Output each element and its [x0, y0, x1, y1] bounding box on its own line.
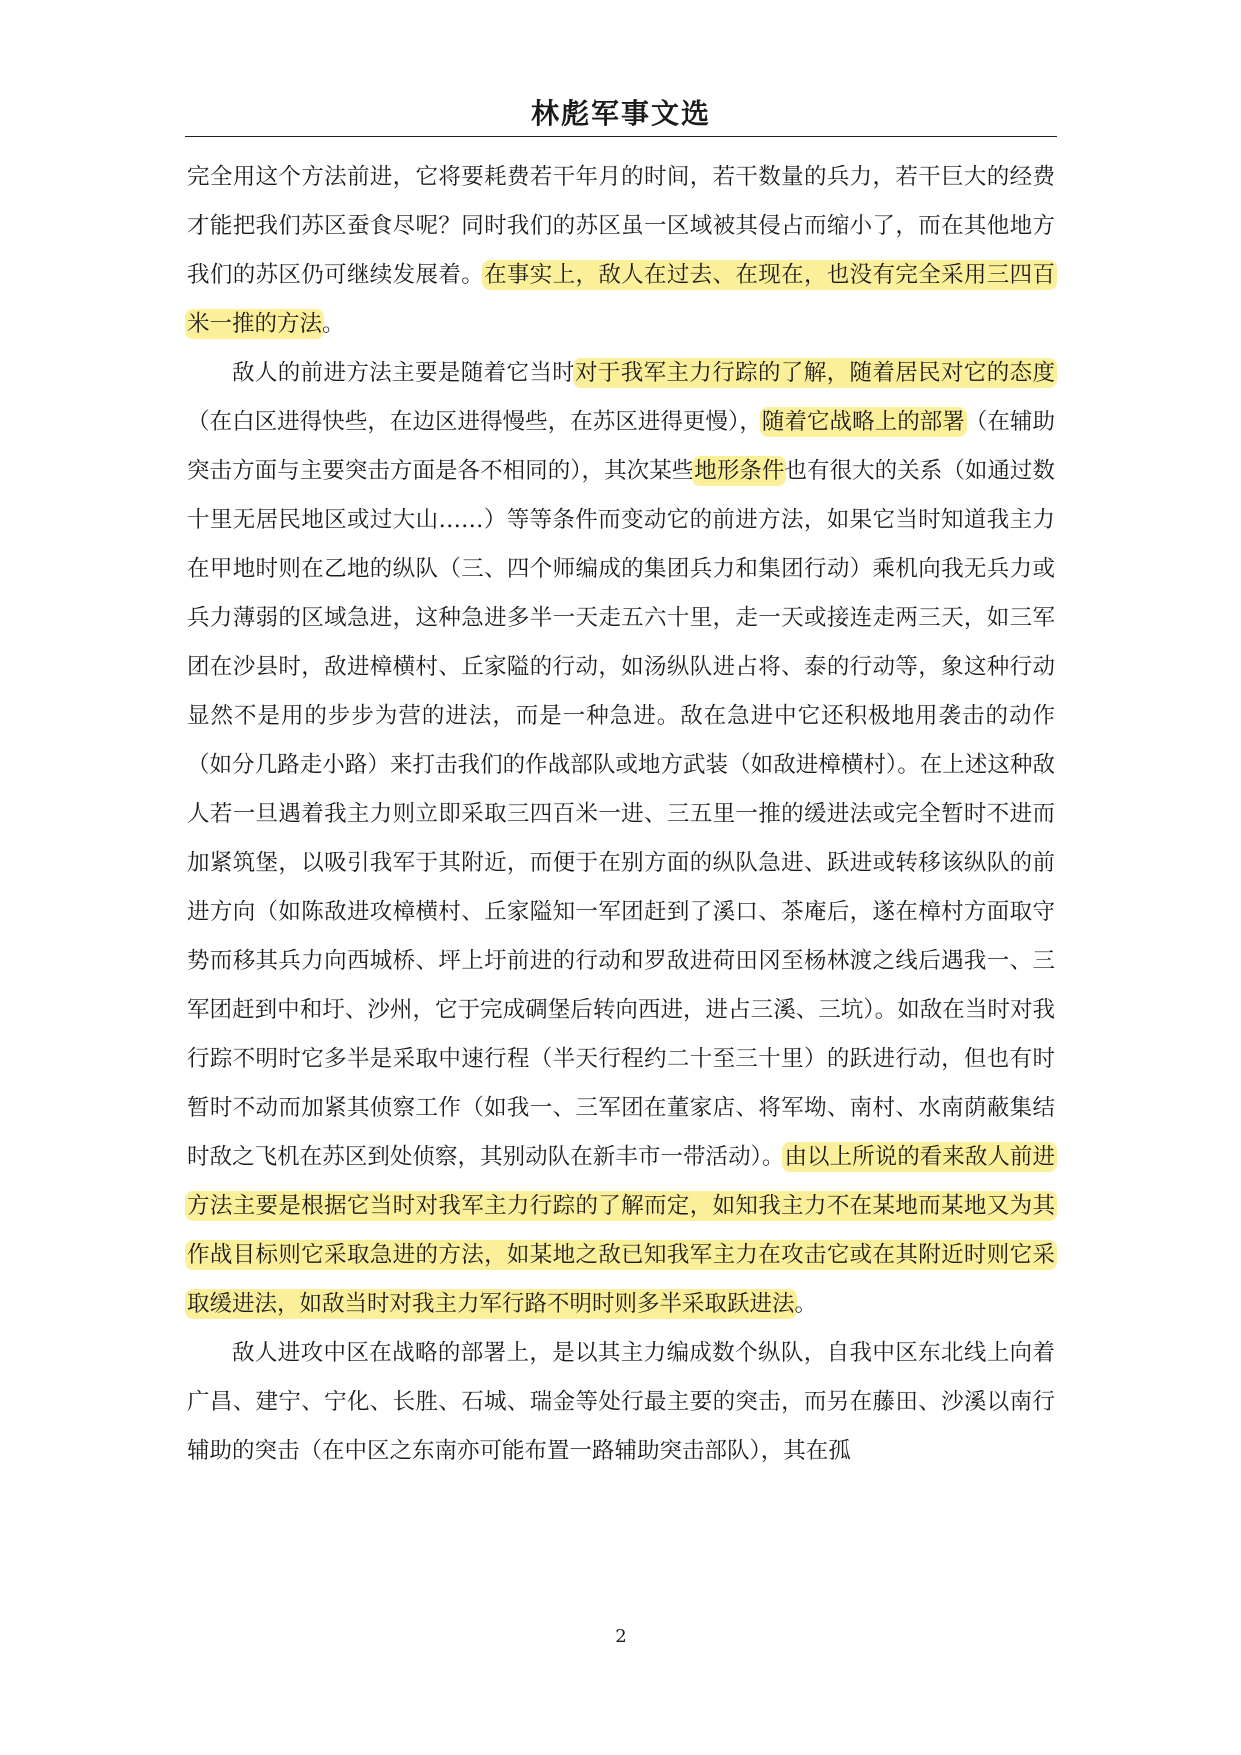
text-segment: 完全用这个方法前进，它将要耗费若干年月的时间，若干数量的兵力，若干巨大的经费才能把我们苏区蚕食尽呢？同时我们的苏区虽一区域被其侵占而缩小了，而在其他地方我们的苏区仍可继续发展着。	[187, 164, 1055, 288]
text-segment: 也有很大的关系（如通过数十里无居民地区或过大山……）等等条件而变动它的前进方法，如果它当时知道我主力在甲地时则在乙地的纵队（三、四个师编成的集团兵力和集团行动）乘机向我无兵力或兵力薄弱的区域急进，这种急进多半一天走五六十里，走一天或接连走两三天，如三军团在沙县时，敌进樟横村、丘家隘的行动，如汤纵队进占将、泰的行动等，象这种行动显然不是用的步步为营的进法，而是一种急进。敌在急进中它还积极地用袭击的动作（如分几路走小路）来打击我们的作战部队或地方武装（如敌进樟横村）。在上述这种敌人若一旦遇着我主力则立即采取三四百米一进、三五里一推的缓进法或完全暂时不进而加紧筑堡，以吸引我军于其附近，而便于在别方面的纵队急进、跃进或转移该纵队的前进方向（如陈敌进攻樟横村、丘家隘知一军团赶到了溪口、茶庵后，遂在樟村方面取守势而移其兵力向西城桥、坪上圩前进的行动和罗敌进荷田冈至杨林渡之线后遇我一、三军团赶到中和圩、沙州，它于完成碉堡后转向西进，进占三溪、三坑）。如敌在当时对我行踪不明时它多半是采取中速行程（半天行程约二十至三十里）的跃进行动，但也有时暂时不动而加紧其侦察工作（如我一、三军团在董家店、将军坳、南村、水南荫蔽集结时敌之飞机在苏区到处侦察，其别动队在新丰市一带活动）。	[187, 458, 1055, 1170]
highlighted-text: 随着它战略上的部署	[761, 409, 965, 435]
highlighted-text: 在事实上，敌人在过去、在现在，也没有完全采用三四百米一推的方法	[187, 262, 1055, 337]
paragraph-p2	[187, 349, 1055, 1329]
text-segment: 。	[322, 311, 345, 337]
highlighted-text: 由以上所说的看来敌人前进方法主要是根据它当时对我军主力行踪的了解而定，如知我主力不在某地而某地又为其作战目标则它采取急进的方法，如某地之敌已知我军主力在攻击它或在其附近时则它采取缓进法，如敌当时对我主力军行路不明时则多半采取跃进法	[187, 1144, 1055, 1317]
text-segment: 敌人的前进方法主要是随着它当时	[232, 360, 576, 386]
body-text	[187, 153, 1055, 1476]
paragraph-p3	[187, 1329, 1055, 1476]
text-segment: （在辅助突击方面与主要突击方面是各不相同的），其次某些	[187, 409, 1055, 484]
text-segment: （在白区进得快些，在边区进得慢些，在苏区进得更慢），	[187, 409, 762, 435]
text-segment: 敌人进攻中区在战略的部署上，是以其主力编成数个纵队，自我中区东北线上向着广昌、建宁、宁化、长胜、石城、瑞金等处行最主要的突击，而另在藤田、沙溪以南行辅助的突击（在中区之东南亦可能布置一路辅助突击部队），其在孤	[187, 1340, 1055, 1464]
page-number: 2	[615, 1626, 627, 1647]
running-header-title: 林彪军事文选	[530, 97, 711, 130]
text-segment: 。	[794, 1291, 818, 1317]
highlighted-text: 对于我军主力行踪的了解，随着居民对它的态度	[575, 360, 1055, 386]
header-rule	[185, 136, 1057, 137]
highlighted-text: 地形条件	[694, 458, 785, 484]
paragraph-p1	[187, 153, 1055, 349]
